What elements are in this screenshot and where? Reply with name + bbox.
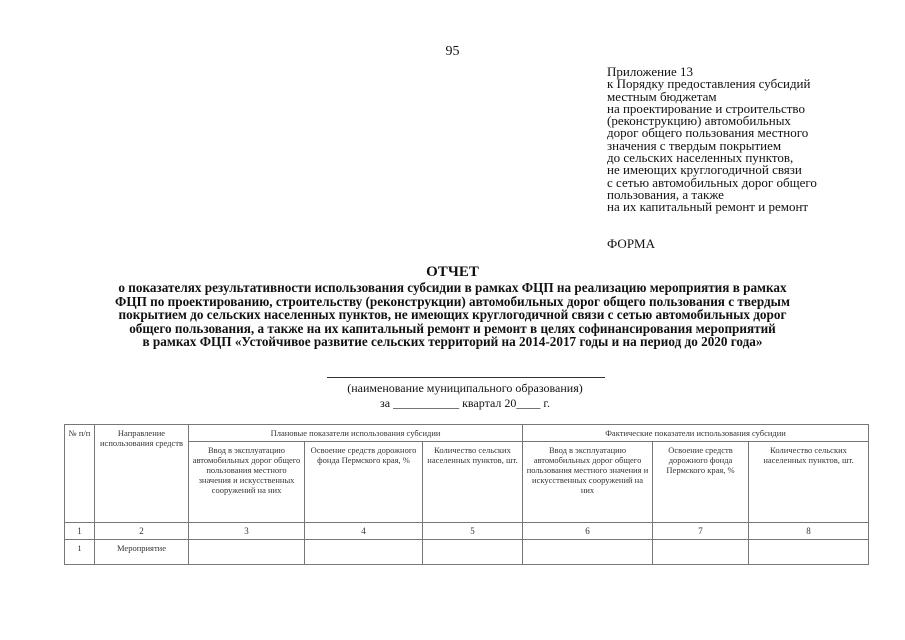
group-header-actual: Фактические показатели использования субсидии — [523, 425, 869, 442]
column-number: 4 — [305, 523, 423, 540]
report-table — [64, 424, 869, 565]
column-number: 3 — [189, 523, 305, 540]
sub-header-actual-settlements: Количество сельских населенных пунктов, шт. — [749, 442, 869, 523]
column-number: 6 — [523, 523, 653, 540]
appendix-line: на их капитальный ремонт и ремонт — [607, 199, 809, 215]
sub-header-planned-settlements: Количество сельских населенных пунктов, шт. — [423, 442, 523, 523]
page-number: 95 — [445, 44, 460, 59]
report-subtitle — [60, 281, 845, 349]
appendix-line: дорог общего пользования местного — [607, 125, 809, 141]
col-header-no: № п/п — [65, 425, 95, 523]
empty-cell — [189, 540, 305, 565]
report-title: ОТЧЕТ — [426, 264, 479, 280]
column-number: 7 — [653, 523, 749, 540]
quarter-line: за ___________ квартал 20____ г. — [380, 396, 550, 410]
table-row — [65, 540, 869, 565]
row-direction: Мероприятие — [95, 540, 189, 565]
column-number: 1 — [65, 523, 95, 540]
table-header-row — [65, 425, 869, 442]
appendix-line: (реконструкцию) автомобильных — [607, 113, 791, 129]
subtitle-line: о показателях результативности использования субсидии в рамках ФЦП на реализацию мероприятия в рамках — [118, 280, 787, 295]
sub-header-actual-commissioning: Ввод в эксплуатацию автомобильных дорог общего пользования местного значения и искусственных сооружений на них — [523, 442, 653, 523]
empty-cell — [523, 540, 653, 565]
appendix-line: на проектирование и строительство — [607, 100, 805, 116]
appendix-line: пользования, а также — [607, 186, 724, 202]
column-number: 5 — [423, 523, 523, 540]
col-header-direction: Направление использования средств — [95, 425, 189, 523]
municipality-signature-line — [327, 377, 605, 378]
appendix-line: до сельских населенных пунктов, — [607, 150, 794, 166]
appendix-line: с сетью автомобильных дорог общего — [607, 174, 817, 190]
column-number-row — [65, 523, 869, 540]
empty-cell — [653, 540, 749, 565]
empty-cell — [423, 540, 523, 565]
group-header-planned: Плановые показатели использования субсидии — [189, 425, 523, 442]
appendix-line: не имеющих круглогодичной связи — [607, 162, 802, 178]
subtitle-line: покрытием до сельских населенных пунктов, не имеющих круглогодичной связи с сетью автомобильных дорог — [118, 307, 787, 323]
column-number: 2 — [95, 523, 189, 540]
sub-header-planned-commissioning: Ввод в эксплуатацию автомобильных дорог общего пользования местного значения и искусственных сооружений на них — [189, 442, 305, 523]
empty-cell — [305, 540, 423, 565]
appendix-header — [607, 66, 817, 214]
appendix-line: местным бюджетам — [607, 88, 717, 104]
sub-header-actual-funds: Освоение средств дорожного фонда Пермского края, % — [653, 442, 749, 523]
row-no: 1 — [65, 540, 95, 565]
empty-cell — [749, 540, 869, 565]
appendix-line: значения с твердым покрытием — [607, 137, 782, 153]
form-label: ФОРМА — [607, 236, 655, 251]
municipality-caption: (наименование муниципального образования) — [347, 381, 583, 395]
subtitle-line: ФЦП по проектированию, строительству (реконструкции) автомобильных дорог общего пользования с твердым — [115, 293, 790, 309]
appendix-line: Приложение 13 — [607, 64, 694, 79]
sub-header-planned-funds: Освоение средств дорожного фонда Пермского края, % — [305, 442, 423, 523]
subtitle-line: общего пользования, а также на их капитальный ремонт и ремонт в целях софинансирования мероприятий — [129, 320, 776, 336]
column-number: 8 — [749, 523, 869, 540]
appendix-line: к Порядку предоставления субсидий — [607, 76, 811, 92]
subtitle-line: в рамках ФЦП «Устойчивое развитие сельских территорий на 2014-2017 годы и на период до 2020 года» — [142, 334, 763, 350]
